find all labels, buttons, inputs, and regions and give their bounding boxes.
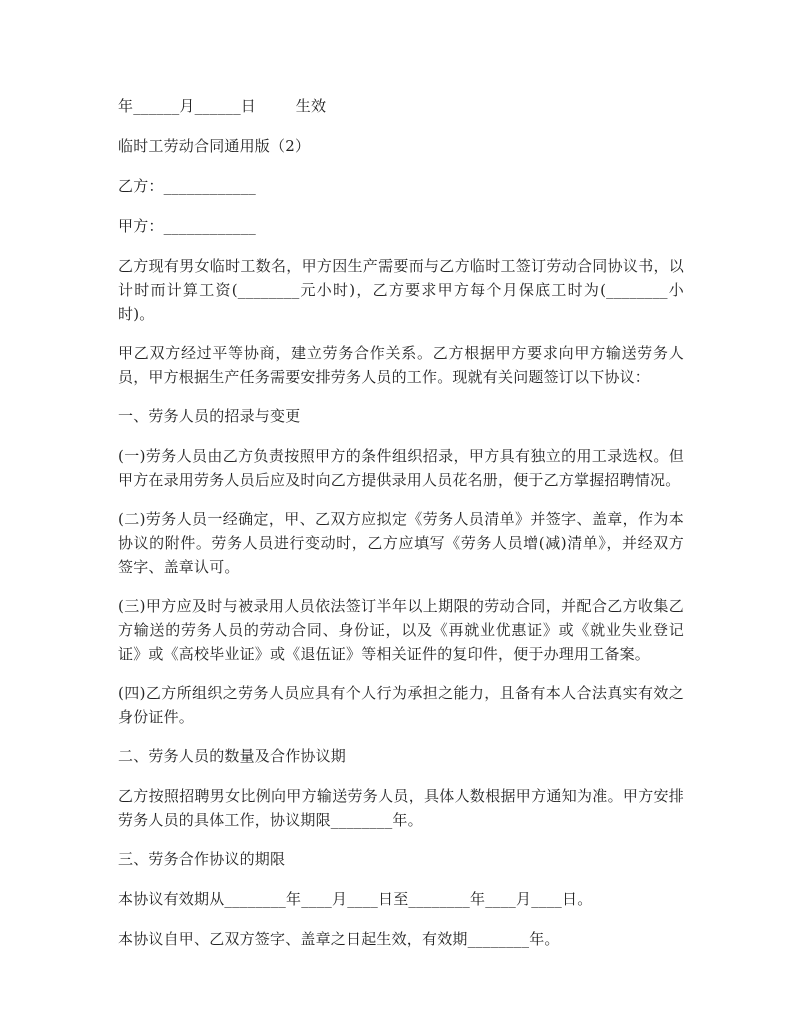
intro-paragraph: 乙方现有男女临时工数名，甲方因生产需要而与乙方临时工签订劳动合同协议书，以计时而计算工资(________元小时)，乙方要求甲方每个月保底工时为(________小时)。 (118, 257, 684, 323)
party-b-line: 乙方：____________ (118, 177, 257, 195)
cooperation-paragraph: 甲乙双方经过平等协商，建立劳务合作关系。乙方根据甲方要求向甲方输送劳务人员，甲方根据生产任务需要安排劳务人员的工作。现就有关问题签订以下协议： (118, 344, 684, 386)
clause-1-2: (二)劳务人员一经确定，甲、乙双方应拟定《劳务人员清单》并签字、盖章，作为本协议的附件。劳务人员进行变动时，乙方应填写《劳务人员增(减)清单》，并经双方签字、盖章认可。 (118, 510, 684, 576)
clause-3-1: 本协议有效期从________年____月____日至________年____月____日。 (118, 890, 593, 908)
clause-1-1: (一)劳务人员由乙方负责按照甲方的条件组织招录，甲方具有独立的用工录选权。但甲方在录用劳务人员后应及时向乙方提供录用人员花名册，便于乙方掌握招聘情况。 (118, 447, 684, 489)
section-heading-3: 三、劳务合作协议的期限 (118, 850, 286, 868)
clause-1-4: (四)乙方所组织之劳务人员应具有个人行为承担之能力，且备有本人合法真实有效之身份证件。 (118, 684, 684, 726)
document-page (118, 94, 684, 967)
party-a-line: 甲方：____________ (118, 217, 257, 235)
document-title: 临时工劳动合同通用版（2） (118, 137, 311, 155)
clause-2-1: 乙方按照招聘男女比例向甲方输送劳务人员，具体人数根据甲方通知为准。甲方安排劳务人员的具体工作，协议期限________年。 (118, 787, 684, 829)
section-heading-2: 二、劳务人员的数量及合作协议期 (118, 747, 347, 765)
clause-3-2: 本协议自甲、乙双方签字、盖章之日起生效，有效期________年。 (118, 930, 560, 948)
clause-1-3: (三)甲方应及时与被录用人员依法签订半年以上期限的劳动合同，并配合乙方收集乙方输送的劳务人员的劳动合同、身份证，以及《再就业优惠证》或《就业失业登记证》或《高校毕业证》或《退伍证》等相关证件的复印件，便于办理用工备案。 (118, 597, 684, 663)
effective-date-line: 年______月______日 生效 (118, 97, 327, 115)
section-heading-1: 一、劳务人员的招录与变更 (118, 407, 301, 425)
